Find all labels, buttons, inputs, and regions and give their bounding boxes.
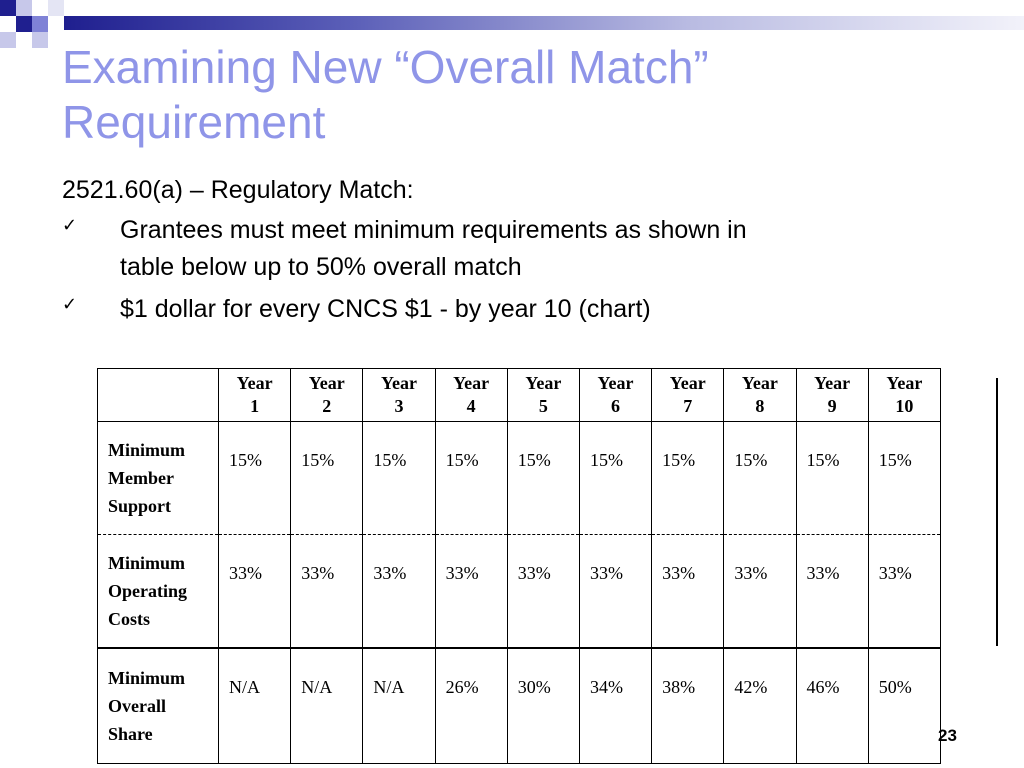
bullet-item [62,291,942,329]
table-cell: 15% [796,422,868,535]
corner-square-decoration [32,16,48,32]
table-cell: 33% [507,535,579,649]
bullet-item [62,212,942,287]
bullet-text-line: table below up to 50% overall match [120,253,522,281]
table-cell: 33% [363,535,435,649]
table-cell: 38% [652,648,724,764]
slide-title-line-1: Examining New “Overall Match” [62,41,709,93]
table-cell: 33% [291,535,363,649]
year-column-header: Year 4 [435,369,507,422]
corner-square-decoration [0,0,16,16]
table-cell: 15% [579,422,651,535]
table-cell: 46% [796,648,868,764]
year-column-header: Year 5 [507,369,579,422]
slide-title-line-2: Requirement [62,96,326,149]
regulation-subheading: 2521.60(a) – Regulatory Match: [62,176,414,204]
table-cell: 33% [724,535,796,649]
table-cell: 15% [724,422,796,535]
row-label: Minimum Member Support [98,422,219,535]
header-gradient-bar [64,16,1024,30]
table-cell: 50% [868,648,940,764]
year-column-header: Year 9 [796,369,868,422]
match-requirements-table [97,368,941,764]
table-cell: 15% [363,422,435,535]
year-column-header: Year 7 [652,369,724,422]
table-row-member-support [98,422,941,535]
table-cell: 33% [652,535,724,649]
bullet-list [62,212,942,329]
year-column-header: Year 6 [579,369,651,422]
checkmark-icon: ✓ [62,293,78,315]
table-cell: 34% [579,648,651,764]
table-cell: 26% [435,648,507,764]
corner-square-decoration [32,32,48,48]
table-corner-cell [98,369,219,422]
corner-square-decoration [16,0,32,16]
page-number: 23 [938,726,957,745]
vertical-divider-line [996,378,998,646]
table-cell: 42% [724,648,796,764]
table-cell: 33% [796,535,868,649]
slide-body [62,172,942,332]
slide-title [62,40,962,150]
table-cell: N/A [219,648,291,764]
table-row-operating-costs [98,535,941,649]
table-cell: 15% [868,422,940,535]
row-label: Minimum Overall Share [98,648,219,764]
table-cell: 15% [219,422,291,535]
table-cell: N/A [291,648,363,764]
table-cell: 33% [219,535,291,649]
table-cell: 33% [435,535,507,649]
row-label: Minimum Operating Costs [98,535,219,649]
year-column-header: Year 1 [219,369,291,422]
year-column-header: Year 8 [724,369,796,422]
table-cell: 15% [291,422,363,535]
table-row-overall-share [98,648,941,764]
table-cell: N/A [363,648,435,764]
year-column-header: Year 2 [291,369,363,422]
table-cell: 15% [435,422,507,535]
table-cell: 15% [507,422,579,535]
year-column-header: Year 3 [363,369,435,422]
table-cell: 33% [868,535,940,649]
corner-square-decoration [0,32,16,48]
table-cell: 30% [507,648,579,764]
year-column-header: Year 10 [868,369,940,422]
corner-square-decoration [48,0,64,16]
table-header-row [98,369,941,422]
bullet-text-line: Grantees must meet minimum requirements as shown in [120,215,747,244]
checkmark-icon: ✓ [62,214,78,236]
table-cell: 15% [652,422,724,535]
table-cell: 33% [579,535,651,649]
corner-square-decoration [16,16,32,32]
bullet-text-line: $1 dollar for every CNCS $1 - by year 10 (chart) [120,294,651,323]
